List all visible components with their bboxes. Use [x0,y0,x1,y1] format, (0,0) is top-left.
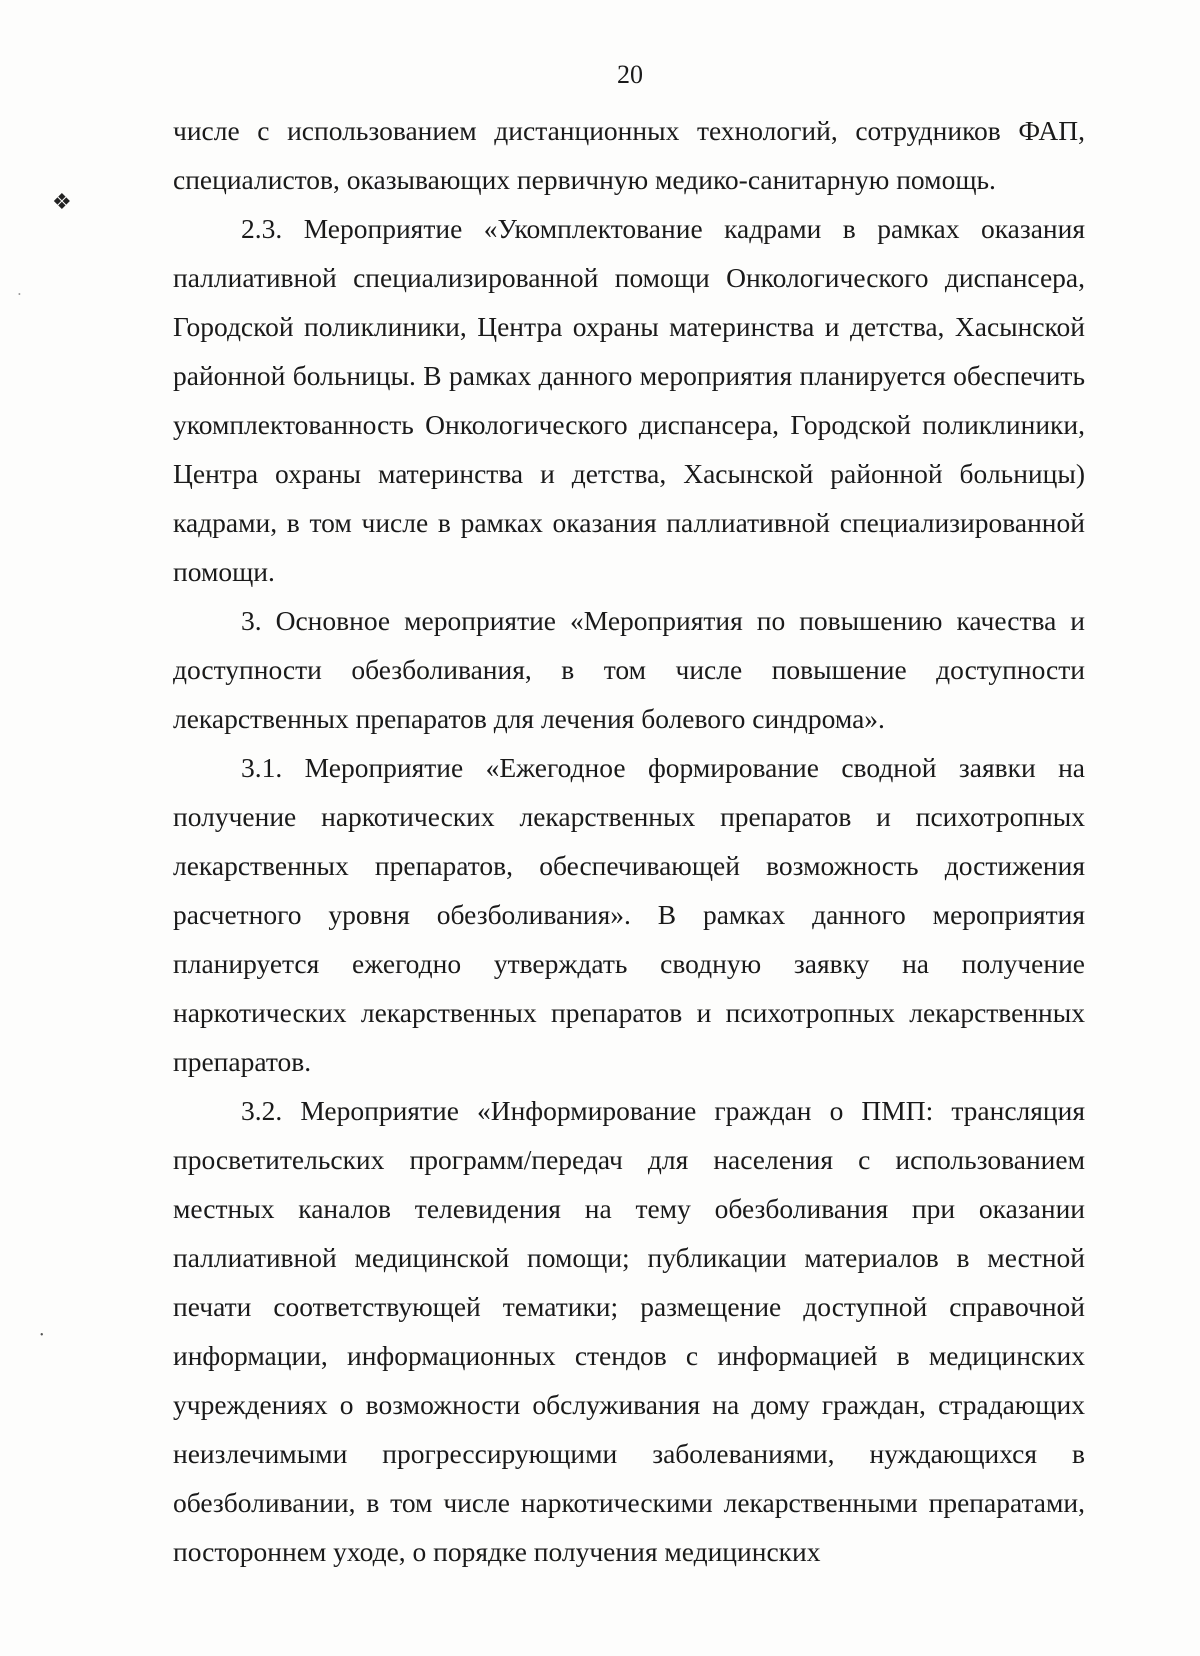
page-number: 20 [617,60,643,89]
scan-artifact-mark: ❖ [52,189,72,214]
paragraph-3-1: 3.1. Мероприятие «Ежегодное формирование сводной заявки на получение наркотических лекарственных препаратов и психотропных лекарственных препаратов, обеспечивающей возможность достижения расчетного уровня обезболивания». В рамках данного мероприятия планируется ежегодно утверждать сводную заявку на получение наркотических лекарственных препаратов и психотропных лекарственных препаратов. [173,752,1085,1077]
paragraph-continuation: числе с использованием дистанционных технологий, сотрудников ФАП, специалистов, оказывающих первичную медико-санитарную помощь. [173,115,1085,195]
scan-artifact-dot: • [18,290,21,299]
paragraph-3-2: 3.2. Мероприятие «Информирование граждан о ПМП: трансляция просветительских программ/передач для населения с использованием местных каналов телевидения на тему обезболивания при оказании паллиативной медицинской помощи; публикации материалов в местной печати соответствующей тематики; размещение доступной справочной информации, информационных стендов с информацией в медицинских учреждениях о возможности обслуживания на дому граждан, страдающих неизлечимыми прогрессирующими заболеваниями, нуждающихся в обезболивании, в том числе наркотическими лекарственными препаратами, постороннем уходе, о порядке получения медицинских [173,1095,1085,1567]
paragraph-2-3: 2.3. Мероприятие «Укомплектование кадрами в рамках оказания паллиативной специализированной помощи Онкологического диспансера, Городской поликлиники, Центра охраны материнства и детства, Хасынской районной больницы. В рамках данного мероприятия планируется обеспечить укомплектованность Онкологического диспансера, Городской поликлиники, Центра охраны материнства и детства, Хасынской районной больницы) кадрами, в том числе в рамках оказания паллиативной специализированной помощи. [173,213,1085,587]
paragraph-3: 3. Основное мероприятие «Мероприятия по повышению качества и доступности обезболивания, в том числе повышение доступности лекарственных препаратов для лечения болевого синдрома». [173,605,1085,734]
page-body [173,106,1085,1576]
scan-artifact-dot: • [40,1330,44,1341]
